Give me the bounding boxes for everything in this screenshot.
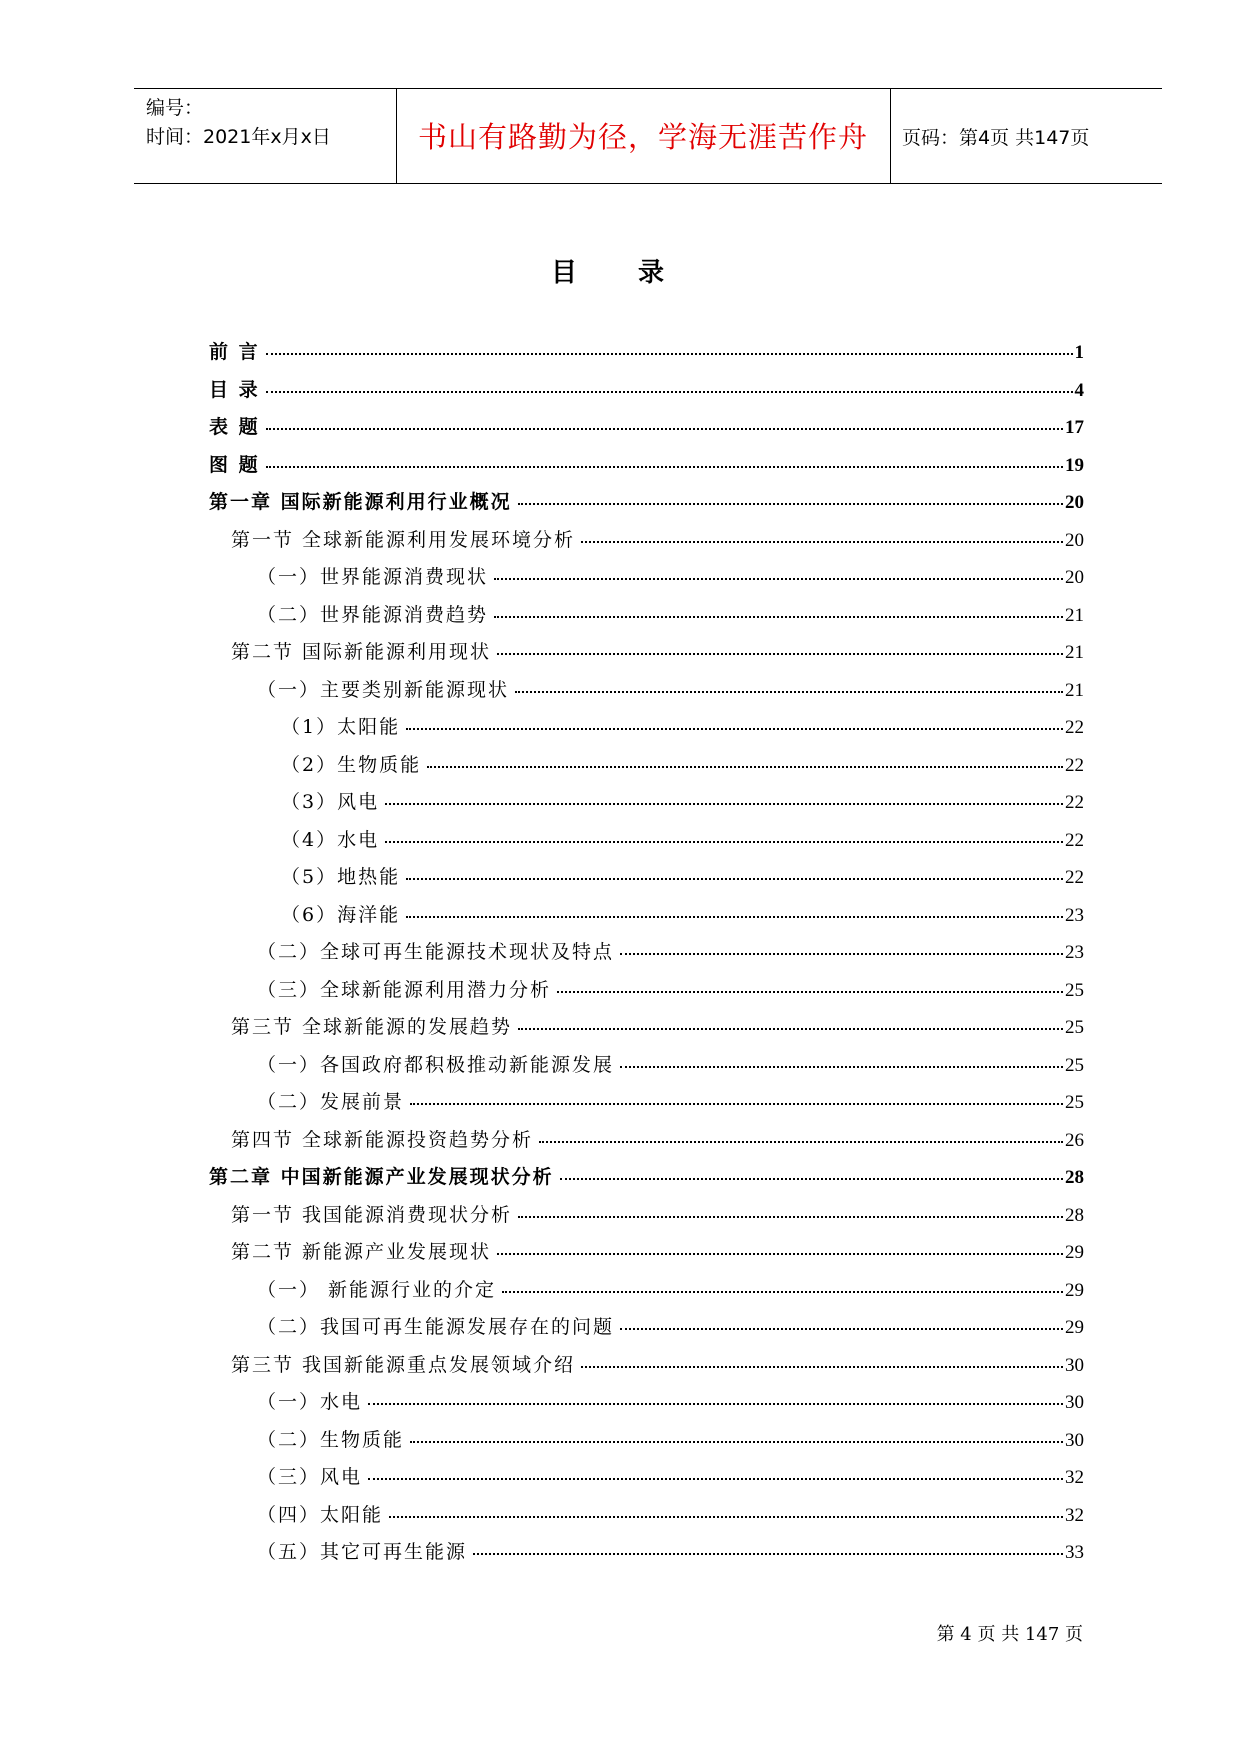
toc-entry-title: 第四节 全球新能源投资趋势分析 — [231, 1128, 534, 1151]
toc-entry-page: 23 — [1065, 904, 1084, 926]
toc-entry-page: 1 — [1074, 342, 1084, 363]
toc-entry-title: 目 录 — [209, 378, 260, 401]
toc-leader-dots — [560, 1178, 1063, 1180]
toc-entry-title: （二）全球可再生能源技术现状及特点 — [257, 941, 615, 963]
toc-entry-page: 28 — [1065, 1204, 1084, 1226]
toc-entry-title: （4）水电 — [281, 828, 380, 851]
toc-entry-title: （二）生物质能 — [257, 1428, 405, 1451]
toc-entry-title: （一）世界能源消费现状 — [257, 566, 489, 588]
toc-entry[interactable] — [209, 1087, 1084, 1125]
toc-entry-page: 22 — [1065, 792, 1084, 813]
toc-entry[interactable] — [209, 1387, 1084, 1425]
toc-entry-page: 22 — [1065, 754, 1084, 776]
toc-leader-dots — [266, 391, 1073, 393]
toc-entry-page: 32 — [1065, 1504, 1084, 1526]
toc-entry-title: （三）风电 — [257, 1466, 363, 1488]
toc-entry-title: 第一章 国际新能源利用行业概况 — [209, 491, 512, 513]
toc-leader-dots — [406, 878, 1063, 880]
toc-entry[interactable] — [209, 937, 1084, 975]
toc-entry[interactable] — [209, 1050, 1084, 1088]
toc-leader-dots — [620, 953, 1063, 955]
toc-entry-title: （3）风电 — [281, 791, 380, 813]
toc-entry-page: 22 — [1065, 867, 1084, 888]
header-left-cell — [134, 89, 397, 183]
toc-entry[interactable] — [209, 637, 1084, 675]
toc-entry[interactable] — [209, 1162, 1084, 1200]
toc-leader-dots — [497, 653, 1063, 655]
toc-leader-dots — [581, 541, 1063, 543]
toc-entry-page: 20 — [1065, 567, 1084, 588]
toc-entry-page: 33 — [1065, 1542, 1084, 1563]
toc-entry-page: 25 — [1065, 1092, 1084, 1113]
toc-entry[interactable] — [209, 562, 1084, 600]
toc-leader-dots — [389, 1516, 1063, 1518]
toc-entry-page: 19 — [1065, 454, 1084, 476]
toc-entry-title: 第二节 国际新能源利用现状 — [231, 641, 492, 663]
toc-leader-dots — [427, 766, 1063, 768]
toc-entry-page: 32 — [1065, 1467, 1084, 1488]
toc-entry[interactable] — [209, 1012, 1084, 1050]
toc-entry-page: 25 — [1065, 1017, 1084, 1038]
toc-entry[interactable] — [209, 412, 1084, 450]
toc-entry[interactable] — [209, 862, 1084, 900]
toc-leader-dots — [581, 1366, 1063, 1368]
toc-leader-dots — [368, 1403, 1063, 1405]
toc-entry-page: 23 — [1065, 942, 1084, 963]
toc-entry-title: 第一节 我国能源消费现状分析 — [231, 1203, 513, 1226]
toc-leader-dots — [410, 1441, 1063, 1443]
toc-entry-title: （5）地热能 — [281, 866, 401, 888]
toc-entry-page: 21 — [1065, 604, 1084, 626]
toc-entry-title: （二）我国可再生能源发展存在的问题 — [257, 1316, 615, 1338]
header-motto: 书山有路勤为径，学海无涯苦作舟 — [417, 120, 868, 154]
toc-entry[interactable] — [209, 1537, 1084, 1575]
page-header — [134, 88, 1162, 184]
toc-entry[interactable] — [209, 1500, 1084, 1538]
header-right-cell — [890, 89, 1162, 183]
toc-leader-dots — [494, 578, 1063, 580]
toc-leader-dots — [385, 803, 1063, 805]
toc-entry-title: （一） 新能源行业的介定 — [257, 1278, 497, 1301]
toc-entry-title: 第二节 新能源产业发展现状 — [231, 1241, 492, 1263]
toc-leader-dots — [385, 841, 1063, 843]
toc-entry[interactable] — [209, 712, 1084, 750]
toc-entry[interactable] — [209, 900, 1084, 938]
toc-entry-title: 第三节 全球新能源的发展趋势 — [231, 1016, 513, 1038]
toc-leader-dots — [266, 466, 1063, 468]
toc-entry-page: 21 — [1065, 679, 1084, 701]
toc-entry-page: 22 — [1065, 717, 1084, 738]
toc-leader-dots — [515, 691, 1063, 693]
page-footer: 第 4 页 共 147 页 — [936, 1624, 1083, 1645]
toc-title: 目 录 — [550, 258, 691, 288]
toc-leader-dots — [620, 1328, 1063, 1330]
toc-entry-page: 30 — [1065, 1429, 1084, 1451]
toc-entry[interactable] — [209, 750, 1084, 788]
toc-entry-title: 前 言 — [209, 341, 260, 363]
toc-entry[interactable] — [209, 1425, 1084, 1463]
toc-entry[interactable] — [209, 487, 1084, 525]
toc-entry[interactable] — [209, 675, 1084, 713]
toc-entry-title: （二）发展前景 — [257, 1091, 405, 1113]
toc-entry[interactable] — [209, 375, 1084, 413]
toc-entry[interactable] — [209, 337, 1084, 375]
toc-entry[interactable] — [209, 1125, 1084, 1163]
toc-leader-dots — [266, 353, 1073, 355]
serial-label: 编号： — [146, 97, 204, 119]
toc-entry-page: 30 — [1065, 1392, 1084, 1413]
toc-entry-title: 图 题 — [209, 453, 260, 476]
toc-leader-dots — [502, 1291, 1063, 1293]
toc-entry-page: 4 — [1074, 379, 1084, 401]
toc-leader-dots — [473, 1553, 1063, 1555]
toc-entry-title: （6）海洋能 — [281, 903, 401, 926]
time-label: 时间：2021年x月x日 — [146, 126, 331, 148]
toc-entry-page: 20 — [1065, 529, 1084, 551]
toc-leader-dots — [497, 1253, 1063, 1255]
toc-entry-page: 28 — [1065, 1167, 1084, 1188]
toc-entry-title: （一）水电 — [257, 1391, 363, 1413]
toc-entry[interactable] — [209, 1350, 1084, 1388]
toc-entry-title: （1）太阳能 — [281, 716, 401, 738]
toc-leader-dots — [557, 991, 1063, 993]
toc-leader-dots — [406, 728, 1063, 730]
toc-entry-page: 17 — [1065, 417, 1084, 438]
toc-leader-dots — [266, 428, 1063, 430]
toc-leader-dots — [518, 1028, 1063, 1030]
toc-entry[interactable] — [209, 1312, 1084, 1350]
toc-entry-title: （一）主要类别新能源现状 — [257, 678, 510, 701]
toc-entry-title: （二）世界能源消费趋势 — [257, 603, 489, 626]
header-motto-cell — [396, 89, 891, 183]
toc-leader-dots — [494, 616, 1063, 618]
toc-entry-page: 26 — [1065, 1129, 1084, 1151]
toc-entry[interactable] — [209, 787, 1084, 825]
toc-leader-dots — [620, 1066, 1063, 1068]
toc-leader-dots — [368, 1478, 1063, 1480]
table-of-contents — [209, 337, 1084, 1575]
toc-entry[interactable] — [209, 450, 1084, 488]
toc-entry-page: 30 — [1065, 1354, 1084, 1376]
toc-leader-dots — [518, 1216, 1063, 1218]
toc-leader-dots — [410, 1103, 1063, 1105]
toc-entry-title: （一）各国政府都积极推动新能源发展 — [257, 1053, 615, 1076]
toc-leader-dots — [539, 1141, 1063, 1143]
toc-entry-title: （四）太阳能 — [257, 1503, 384, 1526]
toc-entry-page: 29 — [1065, 1242, 1084, 1263]
toc-entry-title: 第一节 全球新能源利用发展环境分析 — [231, 528, 576, 551]
toc-entry-page: 29 — [1065, 1317, 1084, 1338]
toc-entry-title: （五）其它可再生能源 — [257, 1541, 468, 1563]
toc-leader-dots — [518, 503, 1063, 505]
toc-leader-dots — [406, 916, 1063, 918]
toc-entry-page: 29 — [1065, 1279, 1084, 1301]
toc-entry-title: （2）生物质能 — [281, 753, 422, 776]
toc-entry-page: 21 — [1065, 642, 1084, 663]
toc-entry[interactable] — [209, 825, 1084, 863]
toc-entry-title: 第三节 我国新能源重点发展领域介绍 — [231, 1353, 576, 1376]
toc-entry[interactable] — [209, 1462, 1084, 1500]
toc-entry[interactable] — [209, 975, 1084, 1013]
toc-entry-page: 25 — [1065, 979, 1084, 1001]
header-page-info: 页码：第4页 共147页 — [902, 127, 1090, 149]
toc-entry[interactable] — [209, 1237, 1084, 1275]
toc-entry-title: 表 题 — [209, 416, 260, 438]
toc-entry[interactable] — [209, 600, 1084, 638]
toc-entry-title: （三）全球新能源利用潜力分析 — [257, 978, 552, 1001]
toc-entry-page: 20 — [1065, 492, 1084, 513]
toc-entry[interactable] — [209, 525, 1084, 563]
toc-entry-page: 22 — [1065, 829, 1084, 851]
toc-entry[interactable] — [209, 1200, 1084, 1238]
toc-entry-page: 25 — [1065, 1054, 1084, 1076]
toc-entry-title: 第二章 中国新能源产业发展现状分析 — [209, 1166, 554, 1188]
toc-entry[interactable] — [209, 1275, 1084, 1313]
